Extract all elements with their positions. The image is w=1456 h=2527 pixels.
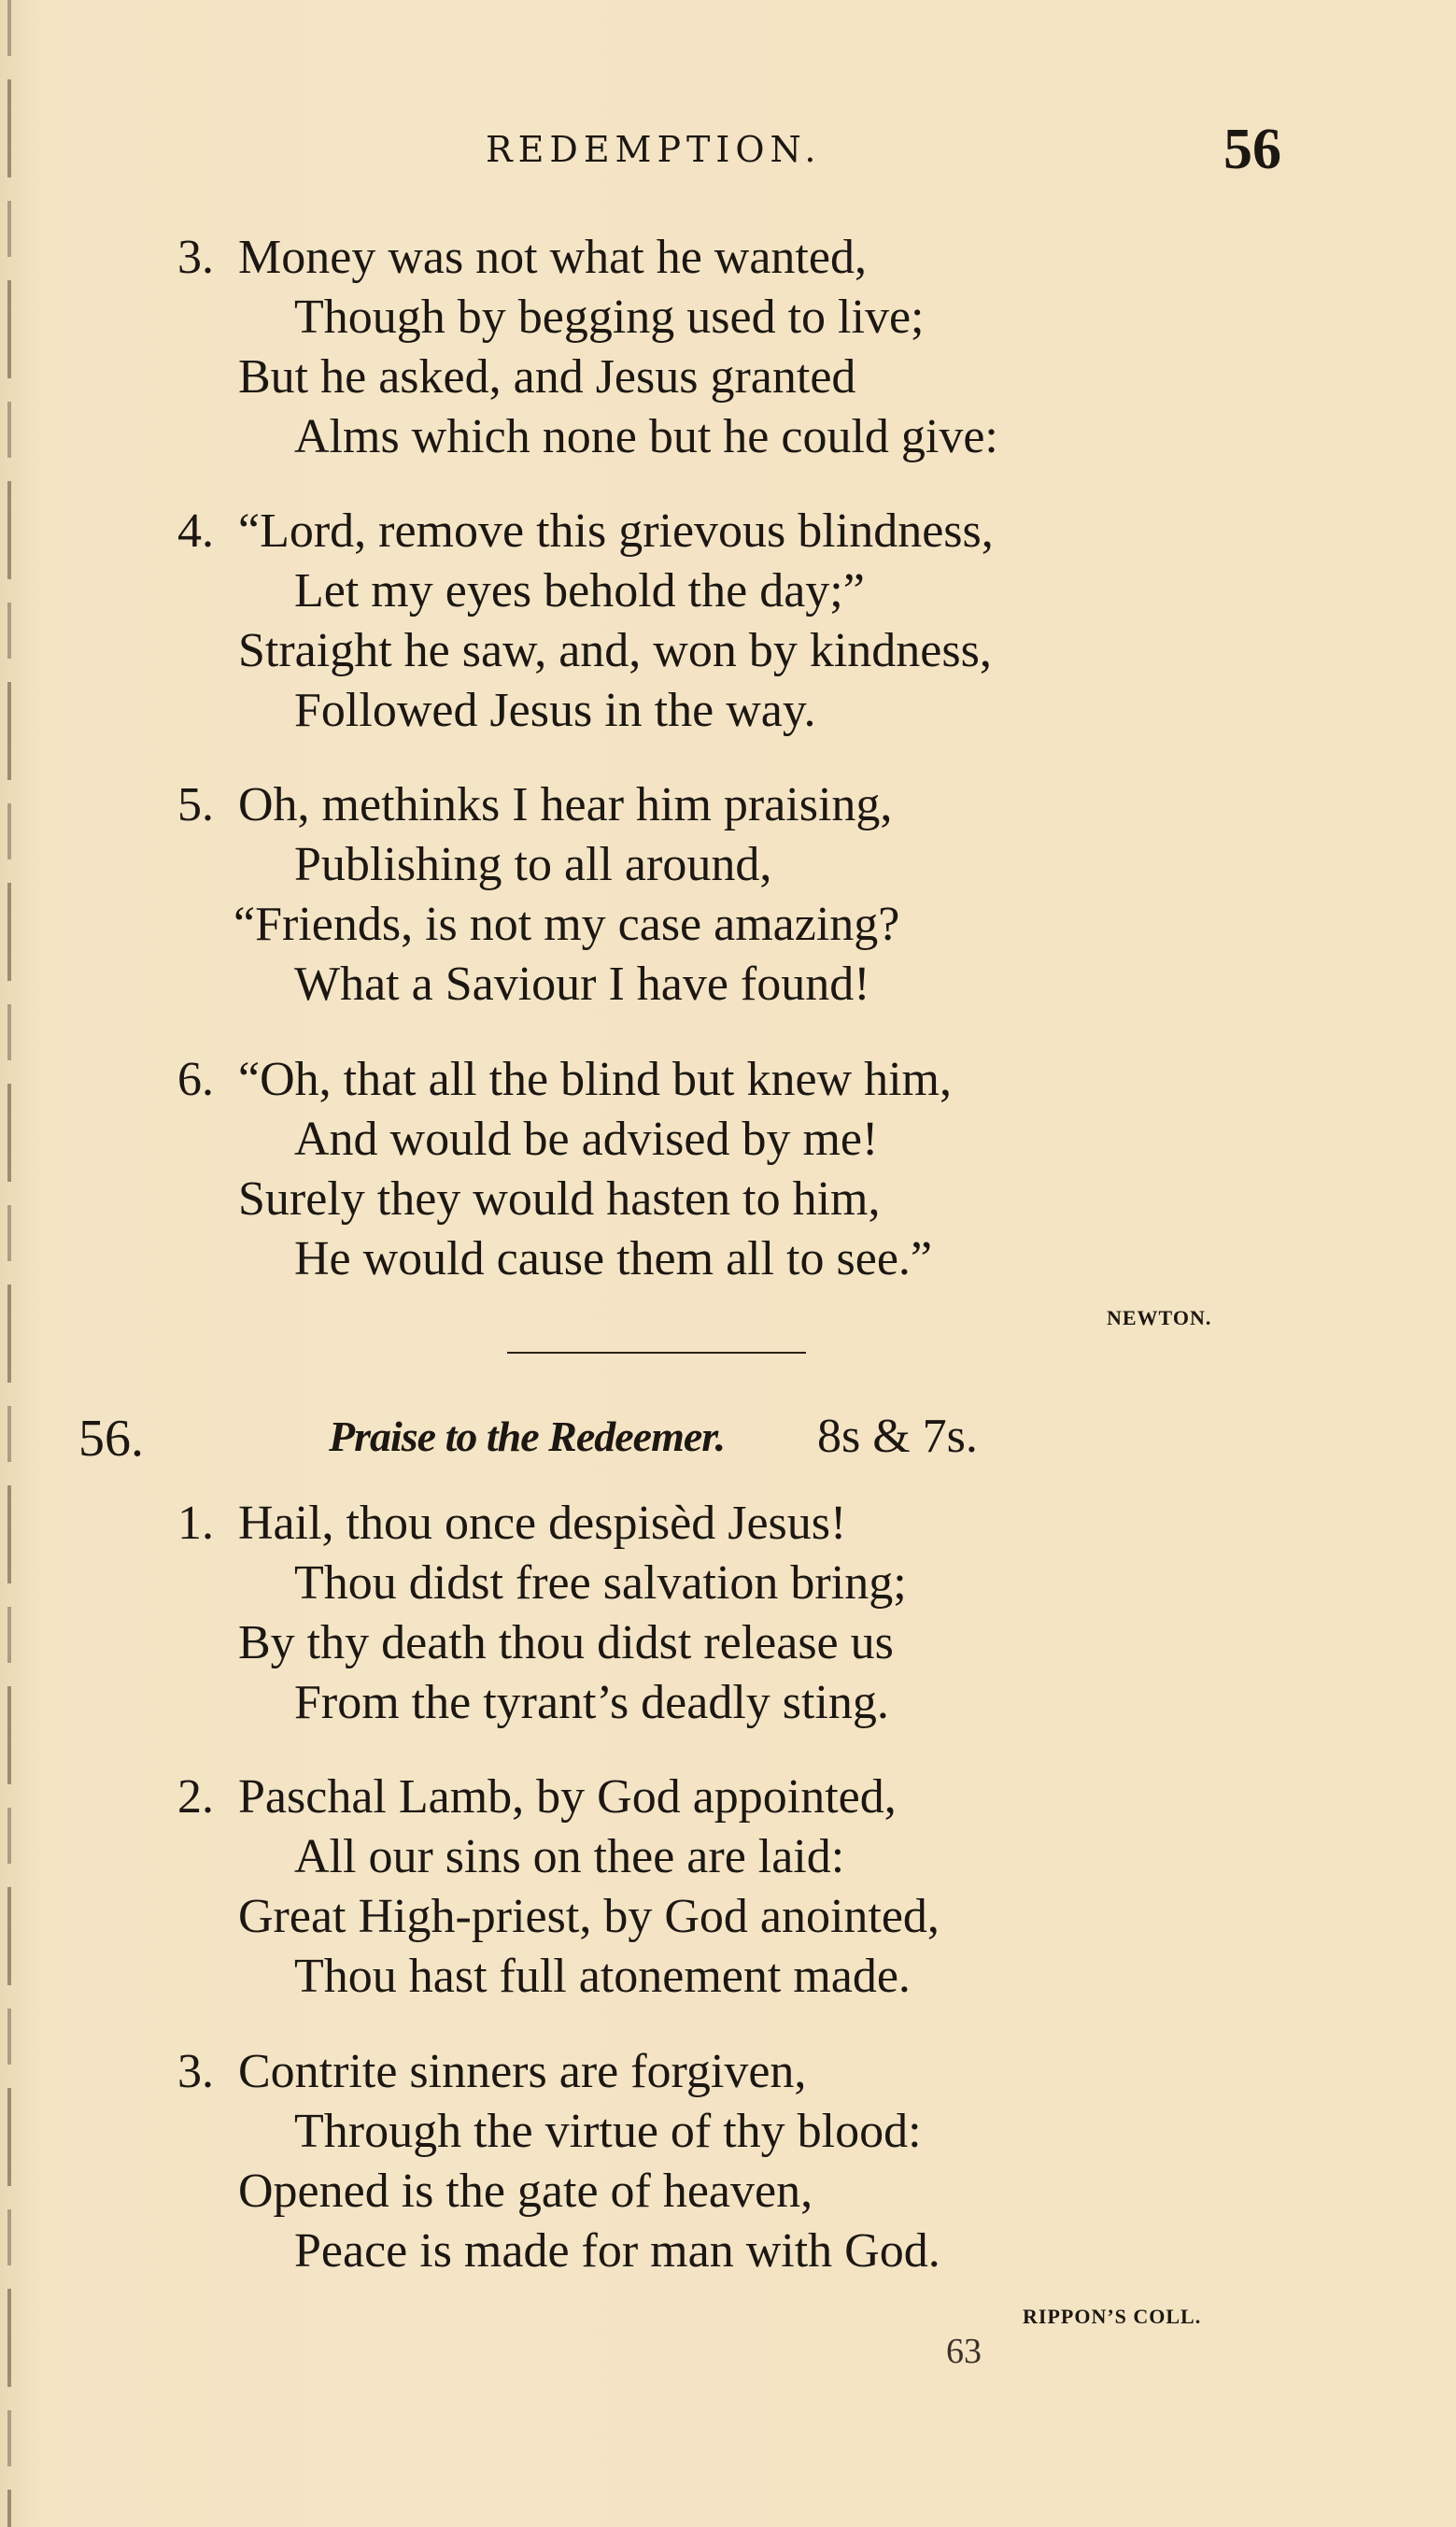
running-head: REDEMPTION. xyxy=(486,129,822,170)
verse-number: 2. xyxy=(177,1770,214,1824)
verse-line: Thou didst free salvation bring; xyxy=(294,1556,907,1610)
verse-line: From the tyrant’s deadly sting. xyxy=(294,1676,889,1729)
verse-line: Hail, thou once despisèd Jesus! xyxy=(238,1497,847,1550)
verse-line: And would be advised by me! xyxy=(294,1113,879,1166)
verse-number: 4. xyxy=(177,504,214,558)
verse-number: 5. xyxy=(177,778,214,831)
verse-line: By thy death thou didst release us xyxy=(238,1616,894,1669)
verse-line: Through the virtue of thy blood: xyxy=(294,2105,922,2158)
verse-line: What a Saviour I have found! xyxy=(294,958,870,1011)
verse-line: Great High-priest, by God anointed, xyxy=(238,1890,940,1943)
verse-line: “Lord, remove this grievous blindness, xyxy=(238,504,994,558)
verse-line: Peace is made for man with God. xyxy=(294,2224,940,2278)
verse-line: “Friends, is not my case amazing? xyxy=(233,898,900,951)
hymn-number: 56. xyxy=(78,1410,144,1468)
verse-line: Thou hast full atonement made. xyxy=(294,1950,911,2003)
verse-line: Let my eyes behold the day;” xyxy=(294,564,865,618)
verse-line: Publishing to all around, xyxy=(294,838,772,891)
signature-mark: 63 xyxy=(946,2332,982,2371)
attribution-rippon: RIPPON’S COLL. xyxy=(1023,2305,1202,2328)
verse-line: Straight he saw, and, won by kindness, xyxy=(238,624,992,677)
section-divider xyxy=(507,1352,806,1354)
verse-line: He would cause them all to see.” xyxy=(294,1232,932,1285)
page-number: 56 xyxy=(1223,118,1281,181)
verse-line: Though by begging used to live; xyxy=(294,291,925,344)
verse-line: “Oh, that all the blind but knew him, xyxy=(238,1053,952,1106)
hymn-meter: 8s & 7s. xyxy=(817,1410,978,1463)
verse-line: Surely they would hasten to him, xyxy=(238,1172,881,1226)
verse-line: Contrite sinners are forgiven, xyxy=(238,2045,807,2098)
verse-line: Paschal Lamb, by God appointed, xyxy=(238,1770,897,1824)
verse-number: 3. xyxy=(177,231,214,284)
verse-number: 6. xyxy=(177,1053,214,1106)
attribution-newton: NEWTON. xyxy=(1107,1306,1212,1329)
verse-number: 1. xyxy=(177,1497,214,1550)
verse-number: 3. xyxy=(177,2045,214,2098)
verse-line: But he asked, and Jesus granted xyxy=(238,350,856,404)
verse-line: Alms which none but he could give: xyxy=(294,410,998,463)
verse-line: Money was not what he wanted, xyxy=(238,231,867,284)
verse-line: All our sins on thee are laid: xyxy=(294,1830,845,1883)
verse-line: Followed Jesus in the way. xyxy=(294,684,816,737)
verse-line: Oh, methinks I hear him praising, xyxy=(238,778,893,831)
verse-line: Opened is the gate of heaven, xyxy=(238,2165,813,2218)
page-edge-shadow xyxy=(7,0,11,2527)
hymn-title: Praise to the Redeemer. xyxy=(329,1413,726,1460)
